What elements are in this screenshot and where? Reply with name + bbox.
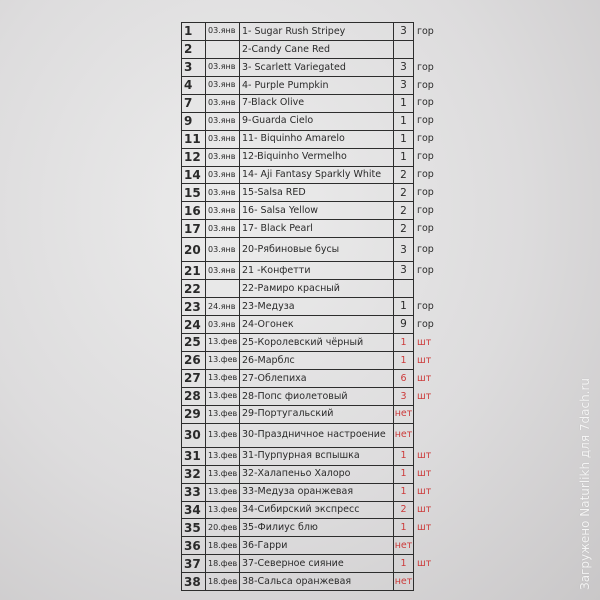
- row-date: 13.фев: [206, 369, 240, 387]
- table-row: [182, 220, 442, 238]
- row-unit: гор: [417, 187, 434, 199]
- row-variety: 14- Aji Fantasy Sparkly White: [240, 166, 394, 184]
- row-number: 38: [182, 573, 206, 591]
- row-number: 21: [182, 262, 206, 280]
- row-number: 22: [182, 280, 206, 298]
- row-number: 7: [182, 94, 206, 112]
- row-quantity: 1: [394, 483, 414, 501]
- row-unit: шт: [417, 450, 432, 462]
- row-number: 25: [182, 334, 206, 352]
- row-variety: 25-Королевский чёрный: [240, 334, 394, 352]
- row-variety: 20-Рябиновые бусы: [240, 238, 394, 262]
- row-variety: 9-Guarda Cielo: [240, 112, 394, 130]
- row-number: 37: [182, 555, 206, 573]
- table-row: [182, 405, 442, 423]
- row-unit: [414, 405, 442, 423]
- row-date: 03.янв: [206, 130, 240, 148]
- table-row: [182, 423, 442, 447]
- row-unit: шт: [417, 486, 432, 498]
- row-unit: [414, 537, 442, 555]
- row-number: 20: [182, 238, 206, 262]
- row-quantity: 2: [394, 166, 414, 184]
- row-unit: шт: [417, 468, 432, 480]
- table-row: [182, 280, 442, 298]
- table-row: [182, 465, 442, 483]
- row-quantity: 1: [394, 351, 414, 369]
- row-unit: шт: [417, 558, 432, 570]
- row-variety: 23-Медуза: [240, 298, 394, 316]
- table-row: [182, 58, 442, 76]
- row-quantity: 3: [394, 76, 414, 94]
- table-row: [182, 184, 442, 202]
- row-date: 03.янв: [206, 238, 240, 262]
- row-date: 18.фев: [206, 537, 240, 555]
- row-quantity: 3: [394, 387, 414, 405]
- row-number: 24: [182, 316, 206, 334]
- row-number: 23: [182, 298, 206, 316]
- row-date: 03.янв: [206, 262, 240, 280]
- row-quantity: 3: [394, 58, 414, 76]
- row-variety: 29-Португальский: [240, 405, 394, 423]
- row-number: 2: [182, 40, 206, 58]
- table-row: [182, 369, 442, 387]
- row-date: 03.янв: [206, 148, 240, 166]
- row-quantity: 1: [394, 298, 414, 316]
- row-unit: гор: [417, 318, 434, 330]
- table-row: [182, 537, 442, 555]
- table-row: [182, 334, 442, 352]
- row-quantity: 9: [394, 316, 414, 334]
- row-variety: 35-Филиус блю: [240, 519, 394, 537]
- row-quantity: 2: [394, 220, 414, 238]
- row-number: 35: [182, 519, 206, 537]
- table-row: [182, 262, 442, 280]
- row-number: 26: [182, 351, 206, 369]
- row-unit: гор: [417, 205, 434, 217]
- row-date: 03.янв: [206, 76, 240, 94]
- table-row: [182, 23, 442, 41]
- row-variety: 22-Рамиро красный: [240, 280, 394, 298]
- row-variety: 2-Candy Cane Red: [240, 40, 394, 58]
- row-quantity: 1: [394, 519, 414, 537]
- row-unit: гор: [417, 79, 434, 91]
- row-date: 03.янв: [206, 112, 240, 130]
- table-row: [182, 202, 442, 220]
- table-row: [182, 40, 442, 58]
- row-unit: гор: [417, 244, 434, 255]
- row-number: 27: [182, 369, 206, 387]
- row-date: 20.фев: [206, 519, 240, 537]
- row-variety: 21 -Конфетти: [240, 262, 394, 280]
- table-row: [182, 573, 442, 591]
- row-variety: 30-Праздничное настроение: [240, 423, 394, 447]
- row-unit: гор: [417, 151, 434, 163]
- table-row: [182, 298, 442, 316]
- table-row: [182, 555, 442, 573]
- row-date: 18.фев: [206, 555, 240, 573]
- row-date: 13.фев: [206, 387, 240, 405]
- row-unit: шт: [417, 504, 432, 516]
- table-row: [182, 387, 442, 405]
- row-variety: 28-Попс фиолетовый: [240, 387, 394, 405]
- row-date: 03.янв: [206, 166, 240, 184]
- row-number: 34: [182, 501, 206, 519]
- row-date: 03.янв: [206, 23, 240, 41]
- row-quantity: 1: [394, 148, 414, 166]
- row-variety: 3- Scarlett Variegated: [240, 58, 394, 76]
- table-body: [182, 23, 442, 591]
- row-unit: [414, 280, 442, 298]
- row-number: 31: [182, 447, 206, 465]
- row-date: 13.фев: [206, 465, 240, 483]
- row-number: 29: [182, 405, 206, 423]
- row-date: 13.фев: [206, 405, 240, 423]
- table-row: [182, 447, 442, 465]
- row-unit: гор: [417, 264, 434, 276]
- row-variety: 16- Salsa Yellow: [240, 202, 394, 220]
- row-variety: 12-Biquinho Vermelho: [240, 148, 394, 166]
- row-variety: 11- Biquinho Amarelo: [240, 130, 394, 148]
- row-number: 12: [182, 148, 206, 166]
- row-date: 03.янв: [206, 220, 240, 238]
- row-date: 03.янв: [206, 184, 240, 202]
- row-date: 13.фев: [206, 423, 240, 447]
- row-date: 18.фев: [206, 573, 240, 591]
- table-row: [182, 238, 442, 262]
- row-quantity: [394, 280, 414, 298]
- row-quantity: 2: [394, 202, 414, 220]
- row-date: 03.янв: [206, 94, 240, 112]
- row-quantity: 1: [394, 130, 414, 148]
- row-number: 28: [182, 387, 206, 405]
- table-row: [182, 483, 442, 501]
- row-quantity: 1: [394, 334, 414, 352]
- row-variety: 38-Сальса оранжевая: [240, 573, 394, 591]
- row-number: 16: [182, 202, 206, 220]
- row-quantity: нет: [394, 423, 414, 447]
- row-number: 1: [182, 23, 206, 41]
- row-date: 03.янв: [206, 202, 240, 220]
- row-number: 14: [182, 166, 206, 184]
- row-quantity: 1: [394, 94, 414, 112]
- row-unit: гор: [417, 97, 434, 109]
- row-unit: гор: [417, 115, 434, 127]
- row-number: 30: [182, 423, 206, 447]
- row-variety: 27-Облепиха: [240, 369, 394, 387]
- row-date: 24.янв: [206, 298, 240, 316]
- row-unit: гор: [417, 25, 434, 37]
- row-unit: шт: [417, 390, 432, 402]
- row-unit: шт: [417, 354, 432, 366]
- row-unit: шт: [417, 336, 432, 348]
- row-date: 13.фев: [206, 483, 240, 501]
- row-variety: 34-Сибирский экспресс: [240, 501, 394, 519]
- row-unit: [414, 40, 442, 58]
- row-number: 11: [182, 130, 206, 148]
- row-quantity: 2: [394, 184, 414, 202]
- row-date: 13.фев: [206, 501, 240, 519]
- row-variety: 36-Гарри: [240, 537, 394, 555]
- row-number: 9: [182, 112, 206, 130]
- row-variety: 1- Sugar Rush Stripey: [240, 23, 394, 41]
- row-unit: шт: [417, 372, 432, 384]
- row-quantity: нет: [394, 405, 414, 423]
- row-date: 03.янв: [206, 58, 240, 76]
- row-quantity: 3: [394, 23, 414, 41]
- row-quantity: 3: [394, 238, 414, 262]
- row-variety: 31-Пурпурная вспышка: [240, 447, 394, 465]
- row-quantity: 2: [394, 501, 414, 519]
- row-quantity: 6: [394, 369, 414, 387]
- row-date: 03.янв: [206, 316, 240, 334]
- row-variety: 15-Salsa RED: [240, 184, 394, 202]
- row-variety: 26-Марблс: [240, 351, 394, 369]
- row-unit: гор: [417, 300, 434, 312]
- row-unit: [414, 573, 442, 591]
- row-unit: гор: [417, 61, 434, 73]
- row-number: 33: [182, 483, 206, 501]
- row-quantity: 1: [394, 112, 414, 130]
- table-row: [182, 166, 442, 184]
- row-number: 36: [182, 537, 206, 555]
- watermark: Загружено Naturlikh для 7dach.ru: [578, 377, 592, 590]
- table-row: [182, 76, 442, 94]
- row-variety: 37-Северное сияние: [240, 555, 394, 573]
- row-variety: 24-Огонек: [240, 316, 394, 334]
- seed-table: [181, 22, 442, 591]
- row-number: 17: [182, 220, 206, 238]
- row-unit: шт: [417, 522, 432, 534]
- row-date: 13.фев: [206, 334, 240, 352]
- row-quantity: 1: [394, 447, 414, 465]
- row-quantity: 3: [394, 262, 414, 280]
- row-date: 13.фев: [206, 351, 240, 369]
- row-number: 15: [182, 184, 206, 202]
- row-date: 13.фев: [206, 447, 240, 465]
- row-variety: 4- Purple Pumpkin: [240, 76, 394, 94]
- table-row: [182, 519, 442, 537]
- row-variety: 17- Black Pearl: [240, 220, 394, 238]
- table-row: [182, 130, 442, 148]
- table-row: [182, 148, 442, 166]
- row-variety: 33-Медуза оранжевая: [240, 483, 394, 501]
- row-number: 4: [182, 76, 206, 94]
- row-variety: 7-Black Olive: [240, 94, 394, 112]
- row-quantity: 1: [394, 555, 414, 573]
- row-unit: гор: [417, 169, 434, 181]
- table-row: [182, 316, 442, 334]
- table-row: [182, 94, 442, 112]
- row-unit: гор: [417, 223, 434, 235]
- row-quantity: 1: [394, 465, 414, 483]
- table-row: [182, 501, 442, 519]
- row-quantity: [394, 40, 414, 58]
- table-row: [182, 112, 442, 130]
- row-number: 3: [182, 58, 206, 76]
- row-date: [206, 40, 240, 58]
- table-row: [182, 351, 442, 369]
- row-number: 32: [182, 465, 206, 483]
- row-variety: 32-Халапеньо Халоро: [240, 465, 394, 483]
- row-unit: гор: [417, 133, 434, 145]
- row-date: [206, 280, 240, 298]
- row-quantity: нет: [394, 573, 414, 591]
- row-unit: [414, 423, 442, 447]
- row-quantity: нет: [394, 537, 414, 555]
